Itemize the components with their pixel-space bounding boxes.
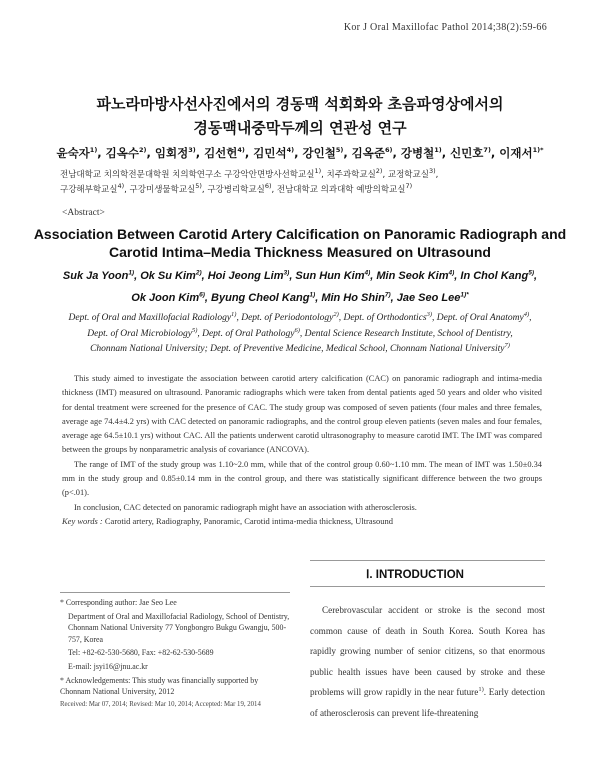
keywords xyxy=(62,516,393,526)
korean-authors-text: 윤숙자$^{1)}$, 김옥수$^{2)}$, 임회정$^{3)}$, 김선헌$^{4)}$, 김민석$^{4)}$, 강인철$^{5)}$, 김옥준$^{6)}$, 강병철$^{1)}$, 신민호$^{7)}$, 이재서$^{1)*}$ xyxy=(56,146,544,160)
abstract-paragraph: In conclusion, CAC detected on panoramic radiograph might have an association with atherosclerosis. xyxy=(74,502,417,512)
footnote-phone: Tel: +82-62-530-5680, Fax: +82-62-530-5689 xyxy=(68,648,214,658)
english-affiliations-line3: Chonnam National University; Dept. of Preventive Medicine, Medical School, Chonnam National University$^{7)}$ xyxy=(90,341,510,354)
received-dates: Received: Mar 07, 2014; Revised: Mar 10, 2014; Accepted: Mar 19, 2014 xyxy=(60,701,261,708)
english-title-line1: Association Between Carotid Artery Calcification on Panoramic Radiograph and xyxy=(33,226,567,242)
english-affiliations-line2: Dept. of Oral Microbiology$^{5)}$, Dept. of Oral Pathology$^{6)}$, Dental Science Research Institute, School of Dentistry, xyxy=(87,326,513,339)
english-authors-line1: Suk Ja Yoon$^{1)}$, Ok Su Kim$^{2)}$, Hoi Jeong Lim$^{3)}$, Sun Hun Kim$^{4)}$, Min Seok Kim$^{4)}$, In Chol Kang$^{5)}$, xyxy=(62,269,538,282)
footnotes xyxy=(60,597,290,700)
footnote-corresponding: * Corresponding author: Jae Seo Lee xyxy=(60,598,177,607)
abstract-paragraph: This study aimed to investigate the association between carotid artery calcification (CAC) on panoramic radiograph and intima-media thickness (IMT) measured on ultrasound. Panoramic radiographs which were taken from dental patients aged 50 years and older who visited for dental treatment were screened for the presence of CAC. The study group was composed of seven patients (four males and three females, average age 74.4±4.2 yrs) with CAC detected on panoramic radiographs, and the control group eleven patients (seven males and four females, average age 64.5±10.1 yrs) without CAC. All the patients underwent carotid ultrasonography to measure carotid IMT. The IMT was compared between the groups by nonparametric analysis of covariance (ANCOVA). xyxy=(62,374,542,455)
korean-affiliations-line2: 구강해부학교실$^{4)}$, 구강미생물학교실$^{5)}$, 구강병리학교실$^{6)}$, 전남대학교 의과대학 예방의학교실$^{7)}$ xyxy=(60,182,413,195)
intro-paragraph: Cerebrovascular accident or stroke is the second most common cause of death in South Korea. South Korea has rapidly growing number of senior citizens, so that enormous public health issues have been caused by stroke and these problems will grow rapidly in the near future$^{1)}$. Early detection of atherosclerosis can prevent life-threatening xyxy=(310,605,545,718)
footnote-acknowledgements: * Acknowledgements: This study was financially supported by Chonnam National University, 2012 xyxy=(60,675,259,697)
english-title-line2: Carotid Intima–Media Thickness Measured on Ultrasound xyxy=(109,244,491,260)
english-affiliations-line1: Dept. of Oral and Maxillofacial Radiology$^{1)}$, Dept. of Periodontology$^{2)}$, Dept. of Orthodontics$^{3)}$, Dept. of Oral Anatomy$^{4)}$, xyxy=(68,310,532,323)
intro-heading: Ⅰ. INTRODUCTION xyxy=(366,569,464,581)
intro-rule-bottom xyxy=(310,586,545,587)
footnote-rule xyxy=(60,592,290,593)
intro-rule-top xyxy=(310,560,545,561)
running-head: Kor J Oral Maxillofac Pathol 2014;38(2):59-66 xyxy=(343,22,547,33)
footnote-email: E-mail: jsyi16@jnu.ac.kr xyxy=(68,661,148,671)
abstract-body xyxy=(62,372,542,515)
abstract-paragraph: The range of IMT of the study group was 1.10~2.0 mm, while that of the control group 0.60~1.10 mm. The mean of IMT was 1.50±0.34 mm in the study group and 0.85±0.14 mm in the control group, and there was statistically significant difference between the two groups (p<.01). xyxy=(62,459,542,498)
korean-affiliations-line1: 전남대학교 치의학전문대학원 치의학연구소 구강악안면방사선학교실$^{1)}$, 치주과학교실$^{2)}$, 교정학교실$^{3)}$, xyxy=(60,167,439,180)
english-authors-line2: Ok Joon Kim$^{6)}$, Byung Cheol Kang$^{1)}$, Min Ho Shin$^{7)}$, Jae Seo Lee$^{1)*}$ xyxy=(131,291,469,304)
korean-authors xyxy=(0,145,600,161)
keywords-label: Key words : xyxy=(62,516,103,526)
intro-body xyxy=(310,600,545,723)
korean-title-line2: 경동맥내중막두께의 연관성 연구 xyxy=(193,119,407,137)
abstract-tag: <Abstract> xyxy=(62,208,105,218)
korean-title-line1: 파노라마방사선사진에서의 경동맥 석회화와 초음파영상에서의 xyxy=(96,95,504,113)
keywords-text: Carotid artery, Radiography, Panoramic, Carotid intima-media thickness, Ultrasound xyxy=(102,516,393,526)
footnote-address: Department of Oral and Maxillofacial Radiology, School of Dentistry, Chonnam National University 77 Yongbongro Bukgu Gwangju, 500-757, Korea xyxy=(68,611,290,644)
